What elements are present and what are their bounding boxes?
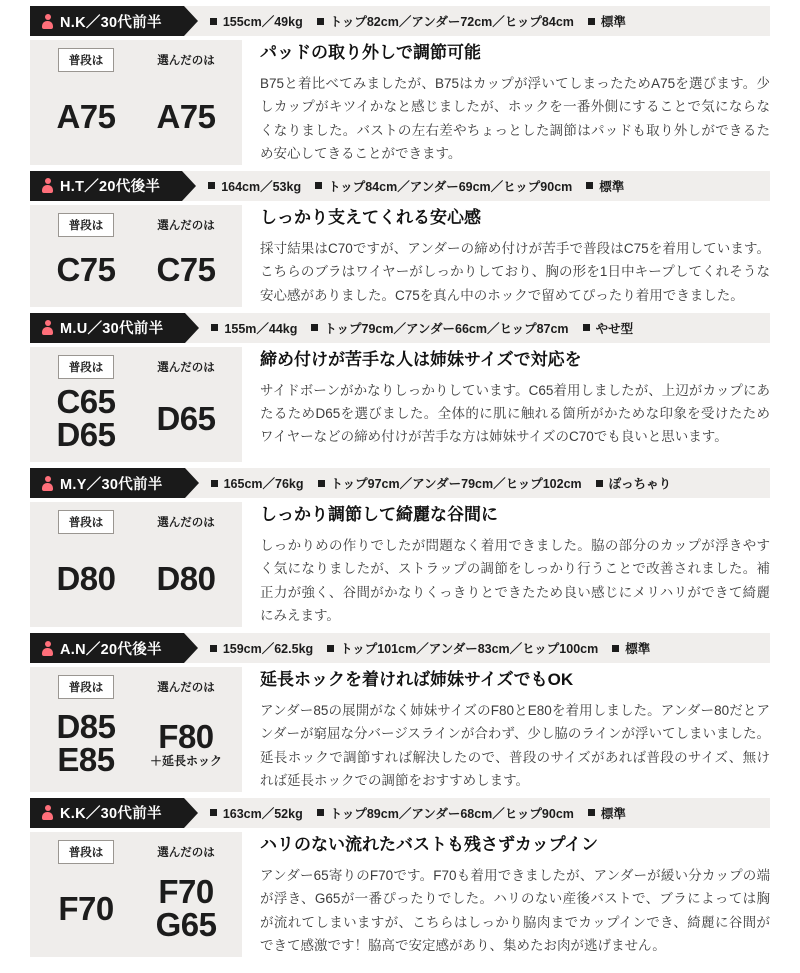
chosen-size-value: F80 ＋延長ホック [149,718,222,768]
chosen-size-block [136,48,236,155]
size-panel [30,667,242,792]
reviewer-specs [182,171,770,201]
review-body [30,667,770,792]
size-panel [30,205,242,307]
review-text [242,667,770,792]
usual-size-block [36,675,136,782]
reviewer-name-label: M.Y／30代前半 [60,476,163,493]
spec-text: 155cm／49kg [222,15,303,29]
review-body [30,40,770,165]
chosen-size-value: D65 [156,399,216,437]
reviewer-name-badge [30,633,184,663]
review-text [242,205,770,307]
reviewer-name-badge [30,6,184,36]
chosen-size-block [136,675,236,782]
spec-item [327,639,598,657]
spec-text: 標準 [599,179,625,194]
chosen-size-value: F70 G65 [155,872,217,944]
chosen-size-value: D80 [156,559,216,597]
reviewer-name-badge [30,171,182,201]
usual-size-label: 普段は [58,675,115,699]
review-item [30,171,770,307]
square-bullet-icon [210,645,217,652]
reviewer-name-label: K.K／30代前半 [60,806,162,823]
review-comment: 採寸結果はC70ですが、アンダーの締め付けが苦手で普段はC75を着用しています。こちらのブラはワイヤーがしっかりしており、胸の形を1日中キープしてくれそうな安心感がありました。C75を真ん中のホックで留めてぴったり着用できました。 [260,241,770,303]
review-header [30,6,770,36]
square-bullet-icon [583,324,590,331]
review-text [242,40,770,165]
spec-item [586,177,624,195]
review-item [30,798,770,957]
review-text [242,502,770,627]
usual-size-value: D85 E85 [56,707,116,779]
spec-item [588,804,626,822]
chosen-size-block [136,840,236,947]
chosen-size-block [136,510,236,617]
square-bullet-icon [311,324,318,331]
reviewer-name-label: A.N／20代後半 [60,641,162,658]
chosen-size-block [136,213,236,297]
review-text [242,832,770,957]
spec-text: 155m／44kg [224,321,298,336]
review-header [30,171,770,201]
review-comment: アンダー65寄りのF70です。F70も着用できましたが、アンダーが緩い分カップの端が浮き、G65が一番ぴったりでした。ハリのない産後バストで、ブラによっては胸が流れてしまいますが、こちらはしっかり脇肉までカップインでき、綺麗に谷間ができて感激です！脇高で安定感があり、集めたお肉が逃げません。 [260,868,770,953]
chosen-size-label: 選んだのは [157,682,215,694]
usual-size-label: 普段は [58,355,115,379]
review-title: しっかり調節して綺麗な谷間に [260,505,498,525]
spec-item [311,319,568,337]
square-bullet-icon [211,480,218,487]
chosen-size-label: 選んだのは [157,361,215,374]
reviewer-specs [184,798,770,828]
spec-text: 165cm／76kg [223,477,304,492]
usual-size-block [36,840,136,947]
reviewer-specs [185,468,770,498]
size-panel [30,40,242,165]
square-bullet-icon [317,809,324,816]
spec-item [211,474,304,492]
spec-item [315,177,572,195]
review-body [30,502,770,627]
spec-text: ぽっちゃり [608,477,672,492]
review-title: 締め付けが苦手な人は姉妹サイズで対応を [260,349,582,369]
spec-item [210,639,313,657]
spec-item [596,474,672,492]
square-bullet-icon [208,182,215,189]
size-panel [30,502,242,627]
spec-text: トップ97cm／アンダー79cm／ヒップ102cm [330,477,582,492]
square-bullet-icon [596,480,603,487]
size-panel [30,347,242,462]
spec-item [210,804,303,822]
square-bullet-icon [327,645,334,652]
reviewer-name-label: H.T／20代後半 [60,179,161,196]
square-bullet-icon [317,18,324,25]
chosen-size-note: ＋延長ホック [149,753,222,768]
size-panel [30,832,242,957]
reviewer-name-badge [30,468,185,498]
review-comment: サイドボーンがかなりしっかりしています。C65着用しましたが、上辺がカップにあたるためD65を選びました。全体的に肌に触れる箇所がかためな印象を受けたためワイヤーなどの締め付けが苦手な方は姉妹サイズのC70でも良いと思います。 [260,382,770,445]
usual-size-label: 普段は [58,840,115,864]
spec-text: トップ84cm／アンダー69cm／ヒップ90cm [328,179,573,194]
person-icon [42,805,53,820]
spec-text: トップ82cm／アンダー72cm／ヒップ84cm [329,15,574,29]
review-title: ハリのない流れたバストも残さずカップイン [260,834,599,854]
usual-size-value: F70 [58,889,114,927]
chosen-size-label: 選んだのは [157,517,215,530]
usual-size-label: 普段は [58,510,115,534]
usual-size-label: 普段は [58,213,115,237]
square-bullet-icon [211,324,218,331]
review-text [242,347,770,462]
usual-size-value: C75 [56,251,116,289]
square-bullet-icon [210,18,217,25]
usual-size-block [36,510,136,617]
chosen-size-block [136,355,236,452]
reviewer-name-badge [30,313,185,343]
usual-size-block [36,48,136,155]
review-title: しっかり支えてくれる安心感 [260,207,481,227]
person-icon [42,320,53,335]
spec-text: 163cm／52kg [222,806,303,821]
spec-item [317,804,574,822]
spec-text: 標準 [600,15,626,29]
spec-text: トップ89cm／アンダー68cm／ヒップ90cm [329,806,574,821]
review-comment: しっかりめの作りでしたが問題なく着用できました。脇の部分のカップが浮きやすく気になりましたが、ストラップの調節をしっかり行うことで改善されました。補正力が強く、谷間がかなりくっきりとできたため良い感じにメリハリができて綺麗にみえます。 [260,538,770,623]
square-bullet-icon [210,809,217,816]
spec-text: トップ101cm／アンダー83cm／ヒップ100cm [340,642,599,656]
review-body [30,347,770,462]
spec-text: 標準 [600,806,626,821]
review-header [30,633,770,663]
square-bullet-icon [586,182,593,189]
review-body [30,205,770,307]
review-item [30,6,770,165]
usual-size-value: D80 [56,559,116,597]
person-icon [42,641,53,656]
spec-text: トップ79cm／アンダー66cm／ヒップ87cm [324,321,569,336]
reviewer-name-label: M.U／30代前半 [60,321,164,338]
spec-item [210,12,303,30]
chosen-size-label: 選んだのは [157,55,215,67]
spec-text: やせ型 [595,321,634,336]
reviewer-specs [184,6,770,36]
review-title: 延長ホックを着ければ姉妹サイズでもOK [260,670,574,689]
spec-item [583,319,634,337]
review-comment: B75と着比べてみましたが、B75はカップが浮いてしまったためA75を選びます。少しカップがキツイかなと感じましたが、ホックを一番外側にすることで気にならなくなりました。バストの左右差やちょっとした調節はパッドも取り外しができるため安心してきることができます。 [260,76,770,161]
chosen-size-value: A75 [156,97,216,135]
review-item [30,313,770,462]
review-body [30,832,770,957]
spec-item [317,12,574,30]
usual-size-block [36,355,136,452]
review-header [30,313,770,343]
square-bullet-icon [588,18,595,25]
reviewer-name-label: N.K／30代前半 [60,14,162,31]
square-bullet-icon [588,809,595,816]
reviewer-specs [185,313,770,343]
square-bullet-icon [315,182,322,189]
spec-item [211,319,297,337]
chosen-size-label: 選んだのは [157,219,215,232]
reviewer-name-badge [30,798,184,828]
spec-item [208,177,301,195]
spec-text: 164cm／53kg [221,179,302,194]
square-bullet-icon [612,645,619,652]
review-item [30,468,770,627]
chosen-size-label: 選んだのは [157,846,215,859]
review-title: パッドの取り外しで調節可能 [260,43,481,62]
reviewer-specs [184,633,770,663]
usual-size-value: A75 [56,97,116,135]
usual-size-value: C65 D65 [56,382,116,454]
spec-item [588,12,626,30]
spec-text: 標準 [625,642,651,656]
review-header [30,468,770,498]
spec-item [318,474,582,492]
review-header [30,798,770,828]
person-icon [42,14,53,29]
review-item [30,633,770,792]
review-comment: アンダー85の展開がなく姉妹サイズのF80とE80を着用しました。アンダー80だとアンダーが窮屈な分バージスラインが合わず、少し脇のラインが浮いてしまいました。延長ホックで調節すれば解決したので、普段のサイズがあれば普段のサイズ、無ければ延長ホックでの調節をおすすめします。 [260,703,770,788]
square-bullet-icon [318,480,325,487]
usual-size-block [36,213,136,297]
person-icon [42,476,53,491]
person-icon [42,178,53,193]
spec-item [612,639,650,657]
usual-size-label: 普段は [58,48,115,72]
chosen-size-value: C75 [156,251,216,289]
spec-text: 159cm／62.5kg [222,642,314,656]
